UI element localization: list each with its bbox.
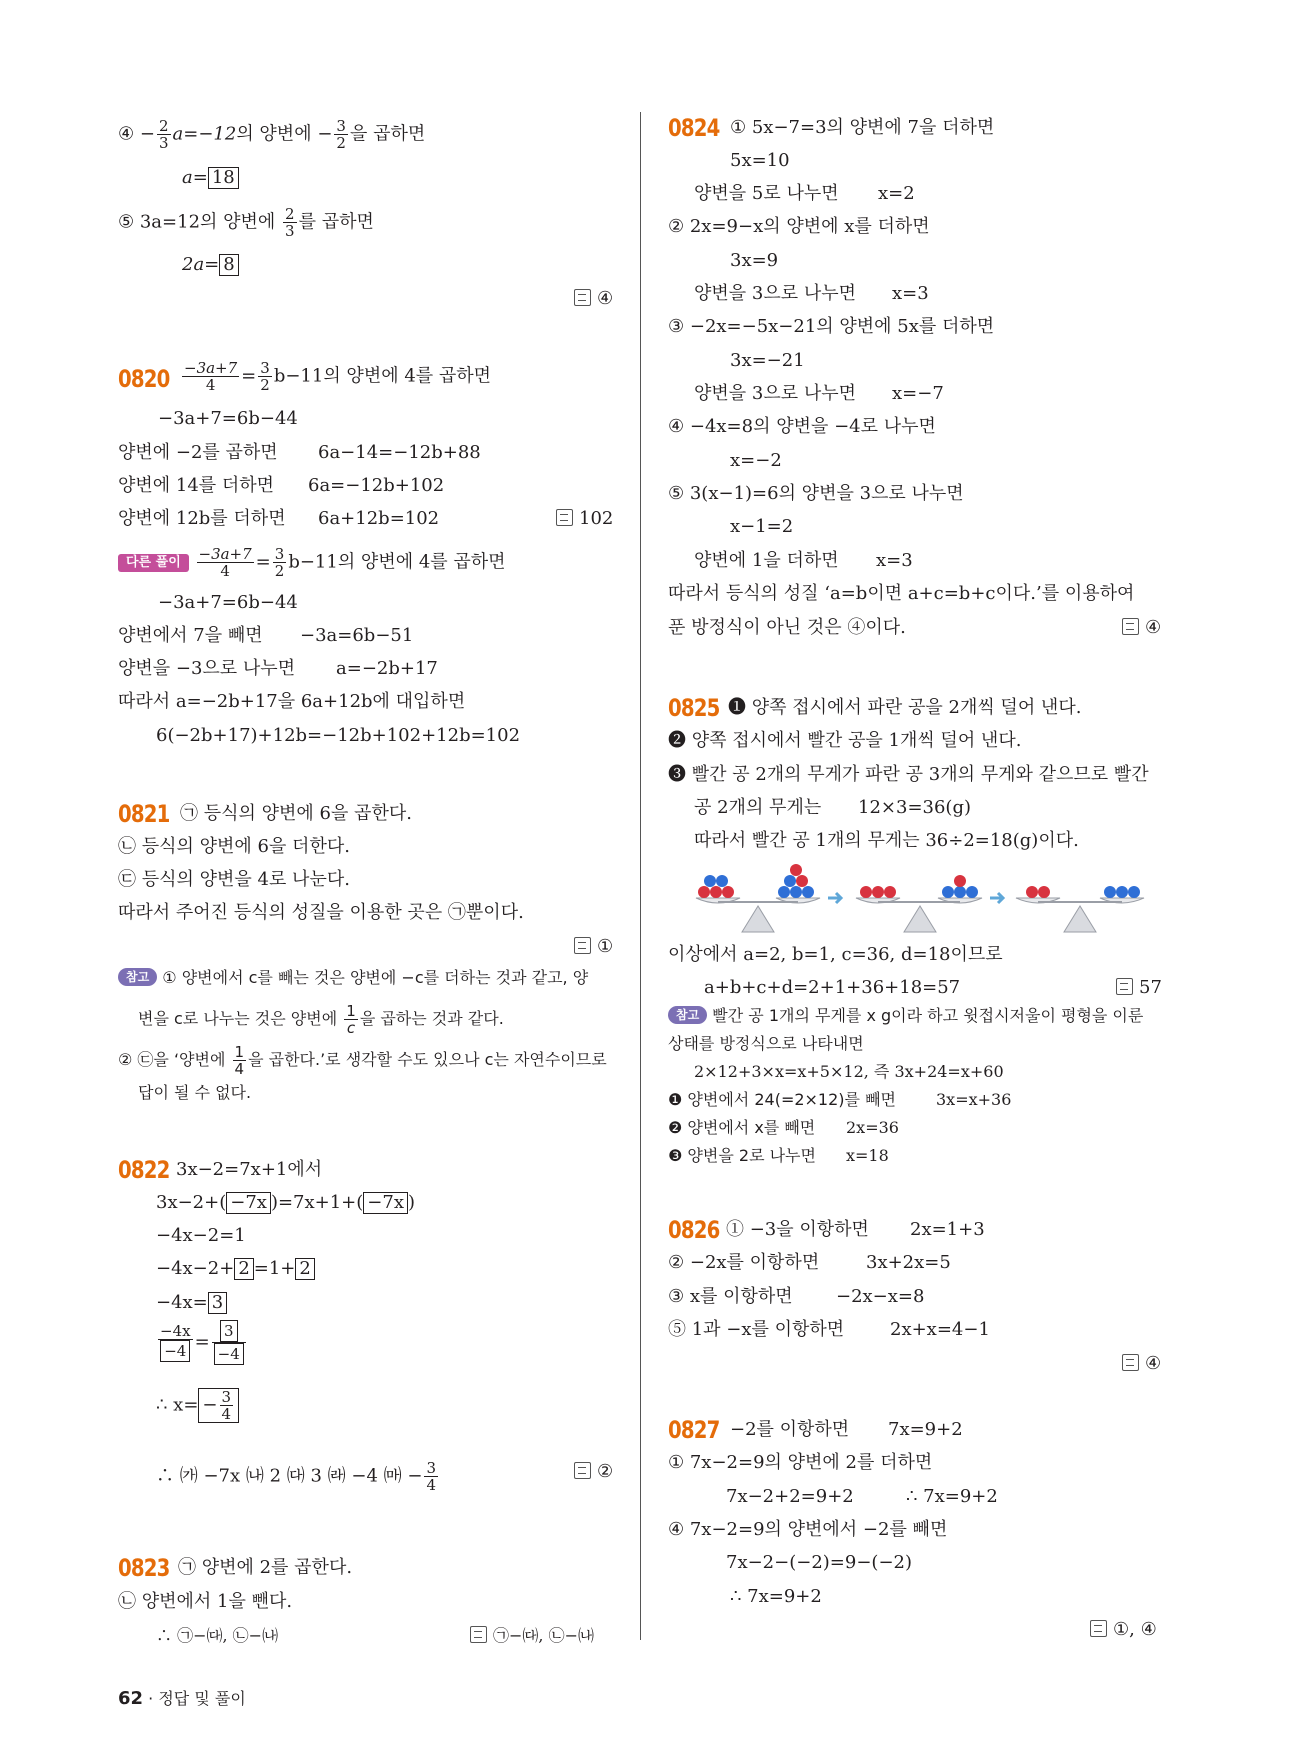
q0821-line2: ㉡ 등식의 양변에 6을 더한다. bbox=[118, 836, 350, 857]
blank-box: 3 bbox=[220, 1320, 238, 1342]
q0824-line16: 푼 방정식이 아닌 것은 ④이다. bbox=[668, 617, 906, 638]
q0824-line8: 3x=−21 bbox=[730, 350, 805, 371]
p4-label: ④ bbox=[118, 123, 135, 145]
q0827-line2: ① 7x−2=9의 양변에 2를 더하면 bbox=[668, 1452, 933, 1473]
q0824-line9-eq: x=−7 bbox=[892, 383, 944, 404]
answer-icon bbox=[1090, 1620, 1107, 1637]
q0821-line1: ㉠ 등식의 양변에 6을 곱한다. bbox=[180, 803, 412, 824]
q0824-line14-label: 양변에 1을 더하면 bbox=[694, 550, 839, 571]
blank-box: −4 bbox=[214, 1343, 244, 1365]
answer-0827: ①, ④ bbox=[1090, 1618, 1157, 1642]
q0824-line3-eq: x=2 bbox=[878, 183, 915, 204]
q0821-note-line2: 변을 c로 나누는 것은 양변에 $\frac{1}{c}$ 을 곱하는 것과 같다. bbox=[138, 1002, 504, 1037]
answer-0826: ④ bbox=[1122, 1352, 1161, 1376]
q0827-line3-eq: 7x−2+2=9+2 bbox=[726, 1486, 854, 1507]
arrow-icon bbox=[828, 893, 841, 903]
q0822-line8: ∴ ㈎ −7x ㈏ 2 ㈐ 3 ㈑ −4 ㈒ − $\frac{3}{4}$ bbox=[156, 1459, 436, 1494]
q0820-line3-eq: 6a−14=−12b+88 bbox=[318, 442, 481, 463]
q0826-line3-eq: −2x−x=8 bbox=[836, 1286, 925, 1307]
q0826-line4-label: ⑤ 1과 −x를 이항하면 bbox=[668, 1319, 845, 1340]
answer-icon bbox=[1122, 1354, 1139, 1371]
q0820-line1: $\frac{-3a+7}{4}$ = $\frac{3}{2}$ b−11의 양변에 4를 곱하면 bbox=[184, 359, 492, 394]
q0821-note-line3: ② ㉢을 ‘양변에 $\frac{1}{4}$ 을 곱한다.’로 생각할 수도 있으나 c는 자연수이므로 bbox=[118, 1043, 607, 1078]
q0820-line4-eq: 6a=−12b+102 bbox=[308, 475, 445, 496]
q0825-line4-label: 공 2개의 무게는 bbox=[694, 797, 822, 818]
q0826-line1-eq: 2x=1+3 bbox=[910, 1219, 985, 1240]
q0827-line1-label: −2를 이항하면 bbox=[730, 1419, 850, 1440]
answer-0821: ① bbox=[574, 935, 613, 959]
problem-number-0827: 0827 bbox=[668, 1416, 720, 1444]
q0825-line5: 따라서 빨간 공 1개의 무게는 36÷2=18(g)이다. bbox=[694, 830, 1079, 851]
q0825-note-line4-eq: 3x=x+36 bbox=[936, 1090, 1012, 1109]
blank-box: 2 bbox=[295, 1258, 314, 1280]
q0820-alt-line3-label: 양변에서 7을 빼면 bbox=[118, 625, 263, 646]
q0825-note-line5-eq: 2x=36 bbox=[846, 1118, 899, 1137]
q0820-line5-eq: 6a+12b=102 bbox=[318, 508, 440, 529]
q0824-line6-label: 양변을 3으로 나누면 bbox=[694, 283, 856, 304]
q0824-line13: x−1=2 bbox=[730, 516, 794, 537]
answer-icon bbox=[1116, 978, 1133, 995]
answer-top: ④ bbox=[574, 287, 613, 311]
q0825-line7: a+b+c+d=2+1+36+18=57 bbox=[704, 977, 961, 998]
q0822-line1: 3x−2=7x+1에서 bbox=[176, 1159, 323, 1180]
q0827-line3-therefore: ∴ 7x=9+2 bbox=[906, 1486, 998, 1507]
q0824-line12: ⑤ 3(x−1)=6의 양변을 3으로 나누면 bbox=[668, 483, 964, 504]
page-number: 62 bbox=[118, 1688, 144, 1709]
q0824-line5: 3x=9 bbox=[730, 250, 779, 271]
answer-0824: ④ bbox=[1122, 616, 1161, 640]
problem-number-0823: 0823 bbox=[118, 1554, 170, 1582]
column-divider bbox=[640, 112, 641, 1640]
q0824-line7: ③ −2x=−5x−21의 양변에 5x를 더하면 bbox=[668, 316, 995, 337]
q0820-alt-line6: 6(−2b+17)+12b=−12b+102+12b=102 bbox=[156, 725, 521, 746]
q0825-line1: ❶ 양쪽 접시에서 파란 공을 2개씩 덜어 낸다. bbox=[728, 697, 1082, 718]
balance-scale-illustration bbox=[688, 862, 1158, 942]
q0821-note-line1: 참고 ① 양변에서 c를 빼는 것은 양변에 −c를 더하는 것과 같고, 양 bbox=[118, 966, 588, 990]
q0825-line3: ❸ 빨간 공 2개의 무게가 파란 공 3개의 무게와 같으므로 빨간 bbox=[668, 764, 1149, 785]
q0827-line4: ④ 7x−2=9의 양변에서 −2를 빼면 bbox=[668, 1519, 948, 1540]
q0820-line2: −3a+7=6b−44 bbox=[158, 408, 298, 429]
answer-0822: ② bbox=[574, 1460, 613, 1484]
q0820-alt-line4-label: 양변을 −3으로 나누면 bbox=[118, 658, 296, 679]
problem-number-0826: 0826 bbox=[668, 1216, 720, 1244]
p4-line: ④ − $\frac{2}{3}$ a=−12의 양변에 − $\frac{3}{2}$ 을 곱하면 bbox=[118, 117, 426, 152]
answer-0825: 57 bbox=[1116, 976, 1162, 1000]
blank-box: −7x bbox=[226, 1192, 271, 1214]
q0822-line7: ∴ x= − $\frac{3}{4}$ bbox=[156, 1388, 239, 1423]
q0820-line5-label: 양변에 12b를 더하면 bbox=[118, 508, 286, 529]
answer-0820: 102 bbox=[556, 507, 613, 531]
p5-result: 2a= 8 bbox=[182, 253, 239, 277]
footer-title: 정답 및 풀이 bbox=[158, 1689, 246, 1708]
q0821-line4: 따라서 주어진 등식의 성질을 이용한 곳은 ㉠뿐이다. bbox=[118, 902, 524, 923]
p5-answer-box: 8 bbox=[219, 254, 238, 276]
q0822-line5: −4x= 3 bbox=[156, 1291, 227, 1315]
p4-eq: a=−12 bbox=[172, 123, 237, 145]
q0825-line2: ❷ 양쪽 접시에서 빨간 공을 1개씩 덜어 낸다. bbox=[668, 730, 1022, 751]
q0820-line4-label: 양변에 14를 더하면 bbox=[118, 475, 275, 496]
p4-tail: 을 곱하면 bbox=[349, 123, 426, 145]
q0824-line4: ② 2x=9−x의 양변에 x를 더하면 bbox=[668, 216, 930, 237]
answer-0823: ㉠−㈐, ㉡−㈏ bbox=[470, 1624, 594, 1648]
q0821-note-line4: 답이 될 수 없다. bbox=[138, 1083, 252, 1102]
arrow-icon bbox=[990, 893, 1003, 903]
q0822-line4: −4x−2+ 2 =1+ 2 bbox=[156, 1257, 315, 1281]
problem-number-0824: 0824 bbox=[668, 114, 720, 142]
note-badge: 참고 bbox=[668, 1006, 707, 1024]
balance-scale-1 bbox=[696, 864, 820, 932]
q0825-note-line2: 상태를 방정식으로 나타내면 bbox=[668, 1034, 864, 1053]
p4-text: 의 양변에 bbox=[236, 123, 312, 145]
q0821-line3: ㉢ 등식의 양변을 4로 나눈다. bbox=[118, 869, 350, 890]
answer-icon bbox=[574, 937, 591, 954]
q0824-line15: 따라서 등식의 성질 ‘a=b이면 a+c=b+c이다.’를 이용하여 bbox=[668, 583, 1135, 604]
q0826-line3-label: ③ x를 이항하면 bbox=[668, 1286, 793, 1307]
p4-answer-box: 18 bbox=[208, 167, 239, 189]
answer-icon bbox=[470, 1626, 487, 1643]
q0824-line1: ① 5x−7=3의 양변에 7을 더하면 bbox=[730, 117, 995, 138]
footer-separator: · bbox=[148, 1689, 154, 1708]
problem-number-0820: 0820 bbox=[118, 365, 170, 393]
q0825-note-line1: 참고 빨간 공 1개의 무게를 x g이라 하고 윗접시저울이 평형을 이룬 bbox=[668, 1004, 1143, 1028]
alt-solution-badge: 다른 풀이 bbox=[118, 554, 189, 572]
note-badge: 참고 bbox=[118, 968, 157, 986]
q0825-note-line6-label: ❸ 양변을 2로 나누면 bbox=[668, 1146, 816, 1165]
answer-icon bbox=[556, 509, 573, 526]
p5-line: ⑤ 3a=12의 양변에 $\frac{2}{3}$ 를 곱하면 bbox=[118, 205, 374, 240]
blank-box: −7x bbox=[363, 1192, 408, 1214]
q0827-line5: 7x−2−(−2)=9−(−2) bbox=[726, 1552, 912, 1573]
q0825-line4-eq: 12×3=36(g) bbox=[858, 797, 971, 818]
blank-box: 3 bbox=[208, 1292, 227, 1314]
q0824-line6-eq: x=3 bbox=[892, 283, 929, 304]
q0820-line3-label: 양변에 −2를 곱하면 bbox=[118, 442, 278, 463]
q0825-note-line6-eq: x=18 bbox=[846, 1146, 889, 1165]
problem-number-0825: 0825 bbox=[668, 694, 720, 722]
problem-number-0822: 0822 bbox=[118, 1156, 170, 1184]
q0823-line1: ㉠ 양변에 2를 곱한다. bbox=[178, 1557, 353, 1578]
q0823-line2: ㉡ 양변에서 1을 뺀다. bbox=[118, 1591, 293, 1612]
balance-scale-3 bbox=[1016, 886, 1144, 932]
q0824-line14-eq: x=3 bbox=[876, 550, 913, 571]
q0822-line3: −4x−2=1 bbox=[156, 1225, 246, 1246]
q0827-line1-eq: 7x=9+2 bbox=[888, 1419, 963, 1440]
blank-box: 2 bbox=[234, 1258, 253, 1280]
q0825-note-line5-label: ❷ 양변에서 x를 빼면 bbox=[668, 1118, 816, 1137]
q0823-line3: ∴ ㉠−㈐, ㉡−㈏ bbox=[156, 1626, 279, 1645]
q0826-line4-eq: 2x+x=4−1 bbox=[890, 1319, 990, 1340]
q0820-alt-line1: 다른 풀이 $\frac{-3a+7}{4}$ = $\frac{3}{2}$ b−11의 양변에 4를 곱하면 bbox=[118, 546, 506, 579]
q0822-line2: 3x−2+( −7x )=7x+1+( −7x ) bbox=[156, 1192, 416, 1213]
q0822-line6: $\frac{-4x}{-4}$ = $\frac{3}{-4}$ bbox=[156, 1320, 248, 1365]
q0820-alt-line4-eq: a=−2b+17 bbox=[336, 658, 438, 679]
answer-icon bbox=[574, 1462, 591, 1479]
q0820-alt-line3-eq: −3a=6b−51 bbox=[300, 625, 414, 646]
problem-number-0821: 0821 bbox=[118, 800, 170, 828]
q0824-line2: 5x=10 bbox=[730, 150, 790, 171]
p4-result: a= 18 bbox=[182, 166, 239, 190]
q0826-line1-label: ① −3을 이항하면 bbox=[726, 1219, 869, 1240]
q0820-alt-line2: −3a+7=6b−44 bbox=[158, 592, 298, 613]
q0824-line10: ④ −4x=8의 양변을 −4로 나누면 bbox=[668, 416, 936, 437]
q0824-line3-label: 양변을 5로 나누면 bbox=[694, 183, 839, 204]
q0826-line2-label: ② −2x를 이항하면 bbox=[668, 1252, 820, 1273]
blank-box: − $\frac{3}{4}$ bbox=[198, 1388, 239, 1423]
q0827-line6: ∴ 7x=9+2 bbox=[730, 1586, 822, 1607]
q0825-note-line4-label: ❶ 양변에서 24(=2×12)를 빼면 bbox=[668, 1090, 896, 1109]
answer-icon bbox=[574, 289, 591, 306]
p4-mult: $\frac{3}{2}$ bbox=[336, 117, 346, 152]
q0826-line2-eq: 3x+2x=5 bbox=[866, 1252, 951, 1273]
blank-box: −4 bbox=[160, 1340, 190, 1362]
q0825-line6: 이상에서 a=2, b=1, c=36, d=18이므로 bbox=[668, 944, 1003, 965]
q0820-alt-line5: 따라서 a=−2b+17을 6a+12b에 대입하면 bbox=[118, 691, 466, 712]
q0824-line9-label: 양변을 3으로 나누면 bbox=[694, 383, 856, 404]
page-footer bbox=[118, 1686, 246, 1709]
p4-coef: $\frac{2}{3}$ bbox=[158, 117, 169, 152]
q0825-note-line3: 2×12+3×x=x+5×12, 즉 3x+24=x+60 bbox=[694, 1062, 1004, 1081]
q0824-line11: x=−2 bbox=[730, 450, 782, 471]
answer-icon bbox=[1122, 618, 1139, 635]
balance-scale-2 bbox=[856, 875, 982, 932]
